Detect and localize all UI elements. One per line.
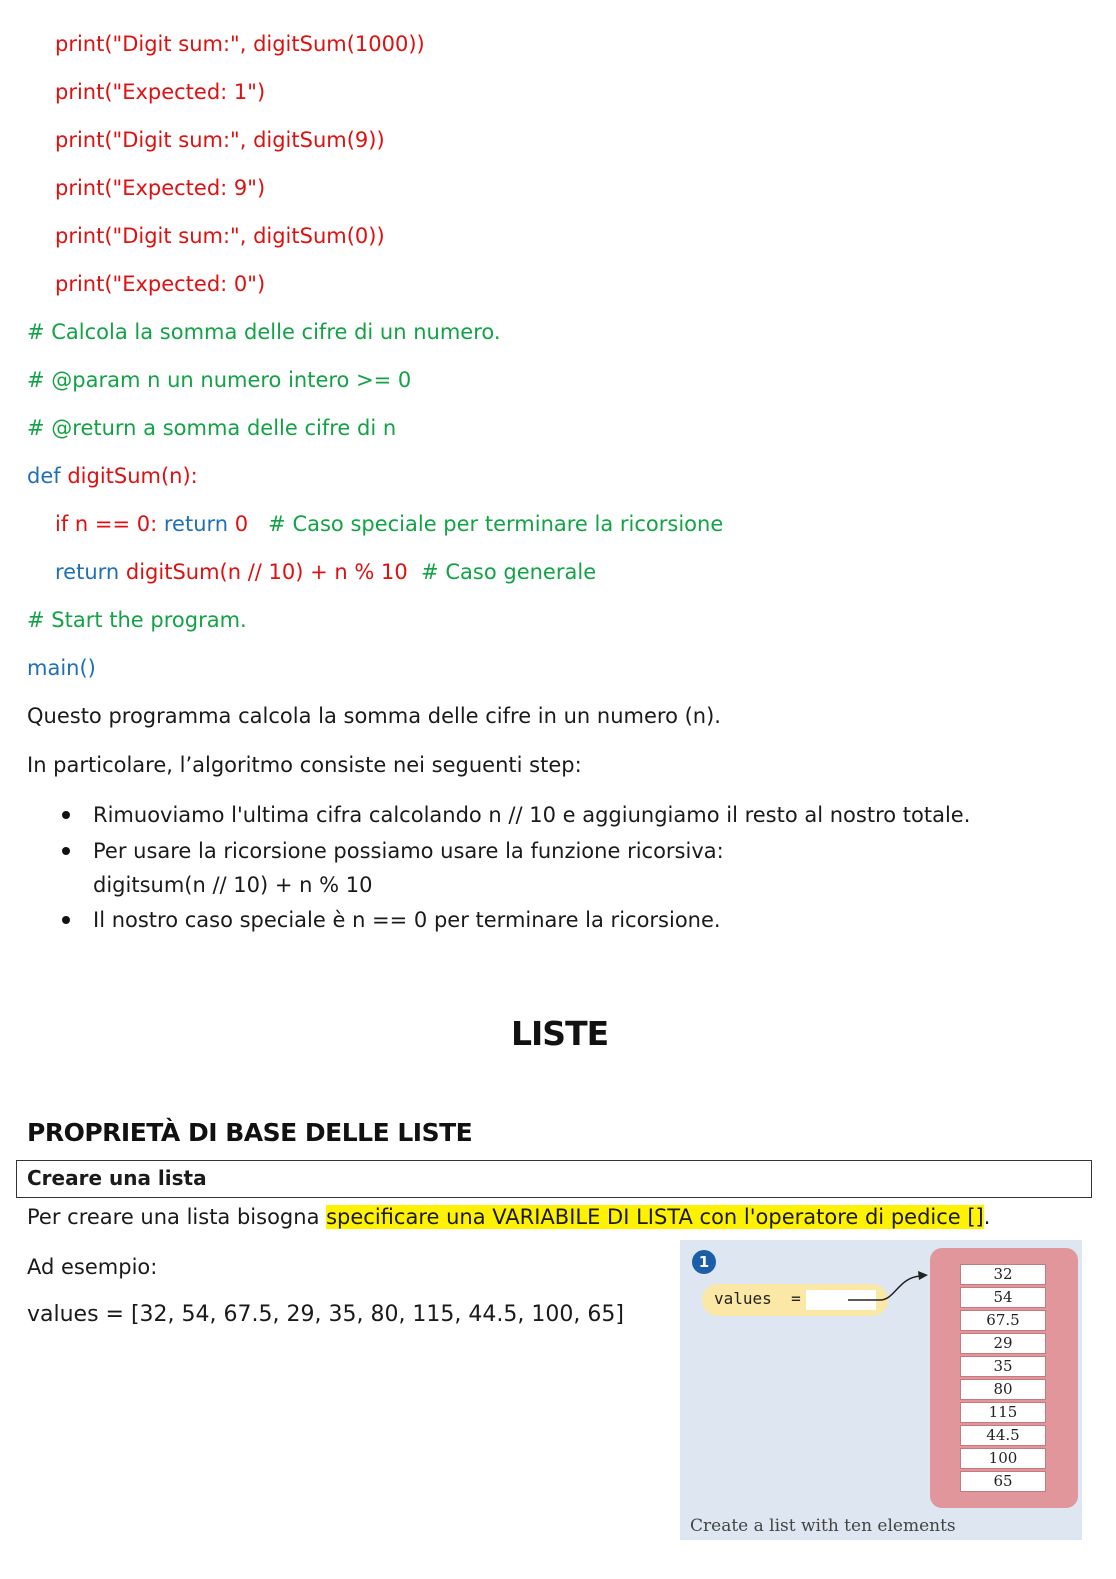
code-line: print("Expected: 9")	[55, 176, 266, 200]
keyword: return	[55, 560, 126, 584]
function-name: digitSum(n):	[67, 464, 198, 488]
keyword: if	[55, 512, 75, 536]
bullet-item: Per usare la ricorsione possiamo usare la funzione ricorsiva:	[93, 839, 724, 863]
bullet-item: Il nostro caso speciale è n == 0 per terminare la ricorsione.	[93, 908, 721, 932]
code-line: print("Digit sum:", digitSum(1000))	[55, 32, 425, 56]
bullet-dot	[62, 847, 70, 855]
boxed-heading	[16, 1160, 1092, 1198]
code-comment: # @param n un numero intero >= 0	[27, 368, 412, 392]
code-if-line	[55, 510, 723, 538]
list-diagram	[680, 1240, 1082, 1540]
paragraph: Ad esempio:	[27, 1255, 158, 1279]
code-line: print("Expected: 1")	[55, 80, 266, 104]
code-main-call: main()	[27, 656, 96, 680]
paragraph: Questo programma calcola la somma delle cifre in un numero (n).	[27, 704, 721, 728]
bullet-item: Rimuoviamo l'ultima cifra calcolando n // 10 e aggiungiamo il resto al nostro totale.	[93, 803, 971, 827]
keyword: return	[163, 512, 235, 536]
inline-comment: # Caso speciale per terminare la ricorsione	[268, 512, 724, 536]
paragraph-text: Per creare una lista bisogna	[27, 1205, 327, 1229]
highlighted-text: specificare una VARIABILE DI LISTA con l'operatore di pedice []	[326, 1205, 984, 1229]
list-cell: 67.5	[960, 1310, 1046, 1331]
variable-label: values =	[714, 1289, 801, 1308]
expression: digitSum(n // 10) + n % 10	[125, 560, 408, 584]
code-line: print("Expected: 0")	[55, 272, 266, 296]
bullet-dot	[62, 811, 70, 819]
list-cell: 44.5	[960, 1425, 1046, 1446]
figure-caption: Create a list with ten elements	[690, 1516, 956, 1536]
section-title: LISTE	[511, 1014, 609, 1053]
code-return-line	[55, 558, 596, 586]
list-cell: 32	[960, 1264, 1046, 1285]
code-comment: # Start the program.	[27, 608, 247, 632]
code-comment: # @return a somma delle cifre di n	[27, 416, 397, 440]
paragraph: In particolare, l’algoritmo consiste nei seguenti step:	[27, 753, 582, 777]
condition: n == 0:	[74, 512, 164, 536]
list-cell: 35	[960, 1356, 1046, 1377]
list-cells	[960, 1264, 1046, 1494]
list-cell: 29	[960, 1333, 1046, 1354]
code-def-line	[27, 462, 198, 490]
paragraph-text: .	[983, 1205, 991, 1229]
code-line: print("Digit sum:", digitSum(9))	[55, 128, 385, 152]
code-line: print("Digit sum:", digitSum(0))	[55, 224, 385, 248]
paragraph	[27, 1203, 990, 1231]
list-cell: 80	[960, 1379, 1046, 1400]
list-cell: 54	[960, 1287, 1046, 1308]
code-comment: # Calcola la somma delle cifre di un numero.	[27, 320, 501, 344]
list-cell: 115	[960, 1402, 1046, 1423]
bullet-item-continuation: digitsum(n // 10) + n % 10	[93, 873, 373, 897]
example-code: values = [32, 54, 67.5, 29, 35, 80, 115, 44.5, 100, 65]	[27, 1302, 624, 1327]
list-cell: 65	[960, 1471, 1046, 1492]
list-cell: 100	[960, 1448, 1046, 1469]
keyword: def	[27, 464, 68, 488]
value: 0	[234, 512, 249, 536]
boxed-heading-label: Creare una lista	[27, 1166, 207, 1190]
bullet-dot	[62, 916, 70, 924]
step-badge: 1	[692, 1250, 716, 1274]
inline-comment: # Caso generale	[421, 560, 597, 584]
subsection-title: PROPRIETÀ DI BASE DELLE LISTE	[27, 1118, 473, 1147]
